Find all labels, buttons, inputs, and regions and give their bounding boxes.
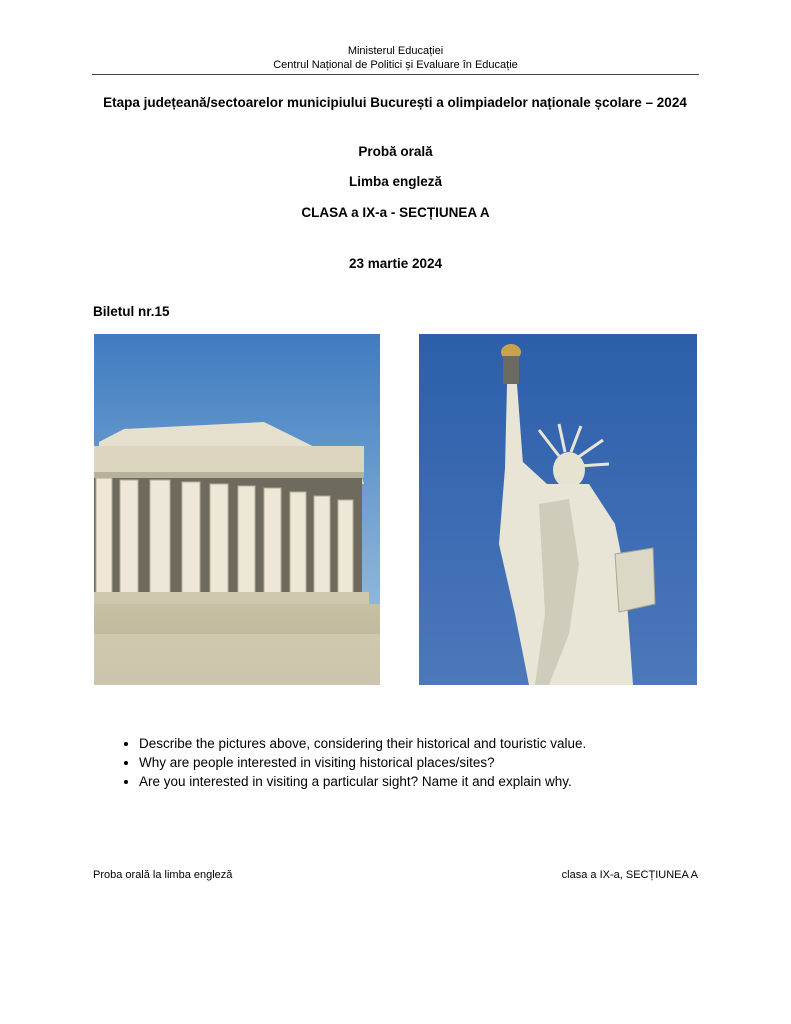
statue-of-liberty-image [419,334,697,685]
question-item: • Describe the pictures above, considering their historical and touristic value. [139,734,739,753]
exam-date: 23 martie 2024 [348,256,443,271]
footer-left: Proba orală la limba engleză [93,869,233,881]
subject: Limba engleză [348,174,443,189]
center-name: Centrul Național de Politici și Evaluare în Educație [273,59,518,71]
header-divider [92,74,699,75]
question-item: • Why are people interested in visiting historical places/sites? [139,753,739,772]
footer-right: clasa a IX-a, SECȚIUNEA A [561,869,698,881]
questions-list [93,734,739,791]
question-item: • Are you interested in visiting a particular sight? Name it and explain why. [139,772,739,791]
ticket-number: Biletul nr.15 [93,304,170,319]
page-header [0,44,791,72]
parthenon-image [94,334,380,685]
class-section: CLASA a IX-a - SECȚIUNEA A [301,205,490,220]
exam-type: Probă orală [358,144,433,159]
document-title: Etapa județeană/sectoarelor municipiului București a olimpiadelor naționale școlare – 2024 [103,95,687,110]
ministry-name: Ministerul Educației [347,45,444,57]
